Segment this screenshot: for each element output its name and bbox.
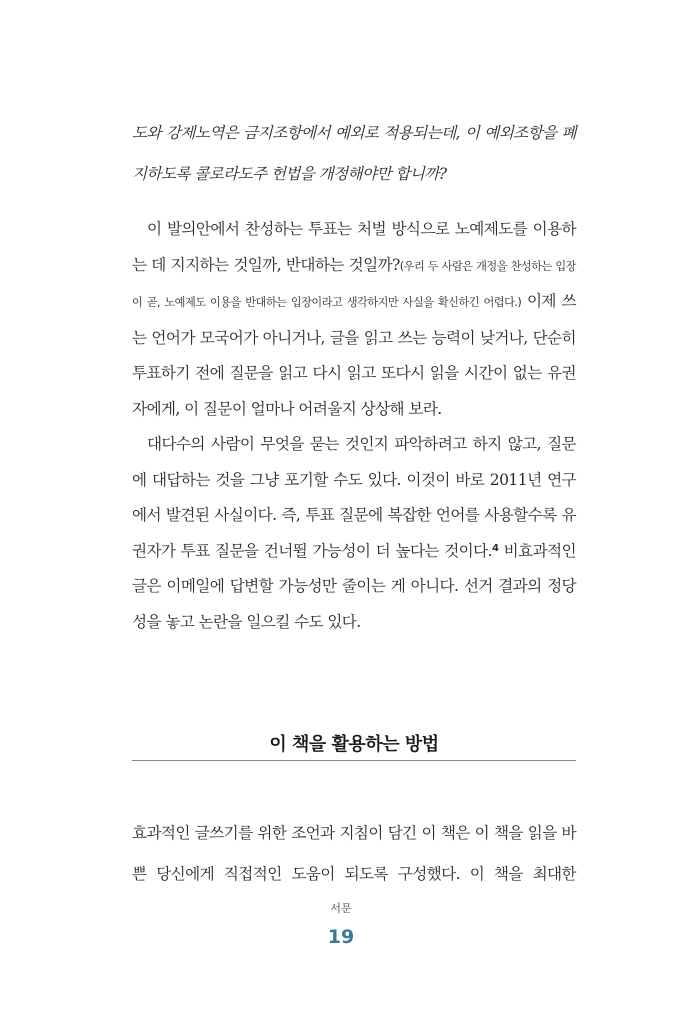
ballot-question-text: 도와 강제노역은 금지조항에서 예외로 적용되는데, 이 예외조항을 폐지하도록 콜로라도주 헌법을 개정해야만 합니까? — [132, 123, 576, 183]
running-footer-section: 서문 — [330, 902, 352, 915]
section-divider — [132, 760, 576, 761]
paragraph-text: 비효과적인 글은 이메일에 답변할 가능성만 줄이는 게 아니다. 선거 결과의 정당성을 놓고 논란을 일으킬 수도 있다. — [132, 541, 576, 631]
paragraph-text: 이제 쓰는 언어가 모국어가 아니거나, 글을 읽고 쓰는 능력이 낮거나, 단순히 투표하기 전에 질문을 읽고 다시 읽고 또다시 읽을 시간이 없는 유권자에게, 이 질문이 얼마나 어려울지 상상해 보라. — [132, 292, 576, 418]
footnote-marker[interactable]: 4 — [491, 542, 499, 554]
paragraph — [132, 427, 576, 640]
paragraph — [132, 212, 576, 427]
paragraph-text: 대다수의 사람이 무엇을 묻는 것인지 파악하려고 하지 않고, 질문에 대답하는 것을 그냥 포기할 수도 있다. 이것이 바로 2011년 연구에서 발견된 사실이다. 즉, 투표 질문에 복잡한 언어를 사용할수록 유권자가 투표 질문을 건너뛸 가능성이 더 높다는 것이다. — [132, 435, 576, 560]
section-heading: 이 책을 활용하는 방법 — [269, 734, 439, 755]
paragraph-text: 이 발의안에서 찬성하는 투표는 처벌 방식으로 노예제도를 이용하는 데 지지하는 것일까, 반대하는 것일까? — [132, 220, 576, 274]
body-text — [132, 212, 576, 640]
section-body-text: 효과적인 글쓰기를 위한 조언과 지침이 담긴 이 책은 이 책을 읽을 바쁜 당신에게 직접적인 도움이 되도록 구성했다. 이 책을 최대한 — [132, 823, 576, 883]
page-number: 19 — [327, 926, 355, 948]
parenthetical-aside: (우리 두 사람은 개정을 찬성하는 입장이 곧, 노예제도 이용을 반대하는 입장이라고 생각하지만 사실을 확신하긴 어렵다.) — [132, 259, 576, 309]
